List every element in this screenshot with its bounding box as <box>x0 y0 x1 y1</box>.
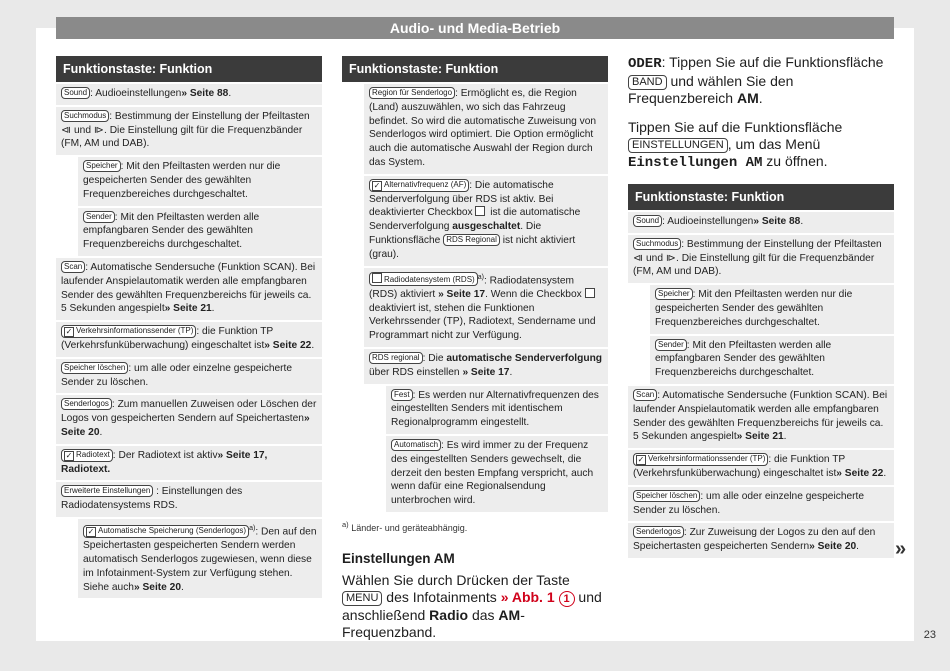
table-row: Speicher löschen : um alle oder einzelne gespeicherte Sender zu löschen. <box>628 487 894 522</box>
key-speicher: Speicher <box>655 288 693 300</box>
continue-arrow-icon: » <box>895 538 907 560</box>
table-row: RDS regional : Die automatische Senderverfolgung über RDS einstellen » Seite 17. <box>364 349 608 384</box>
key-scan: Scan <box>633 389 657 401</box>
table-row: Scan : Automatische Sendersuche (Funktion SCAN). Bei laufender Anspielautomatik werden alle empfangbaren Sender des gewählten Frequenzbereichs für jeweils ca. 5 Sekunden angespielt» Seite 21. <box>56 258 322 320</box>
column-3 <box>628 54 894 558</box>
table-row: Suchmodus : Bestimmung der Einstellung der Pfeiltasten ⧏ und ⧐. Die Einstellung gilt für die Frequenzbänder (FM, AM und DAB). <box>628 235 894 283</box>
page-ref[interactable]: » Seite 17 <box>438 288 486 300</box>
page-ref[interactable]: » Seite 20 <box>809 541 857 553</box>
key-speicher: Speicher <box>83 160 121 172</box>
key-sender: Sender <box>655 339 687 351</box>
table-row: Erweiterte Einstellungen : Einstellungen des Radiodatensystems RDS. <box>56 482 322 517</box>
table-row: Speicher : Mit den Pfeiltasten werden nur die gespeicherten Sender des gewählten Frequenzbereiches durchgeschaltet. <box>650 285 894 333</box>
table-header: Funktionstaste: Funktion <box>342 56 608 82</box>
table-row: Scan : Automatische Sendersuche (Funktion SCAN). Bei laufender Anspielautomatik werden alle empfangbaren Sender des gewählten Frequenzbereichs für jeweils ca. 5 Sekunden angespielt» Seite 21. <box>628 386 894 448</box>
key-menu: MENU <box>342 591 382 606</box>
table-row: ✓Alternativfrequenz (AF) : Die automatische Senderverfolgung über RDS ist aktiv. Bei deaktivierter Checkbox ist die automatische Senderverfolgung ausgeschaltet. Die Funktionsfläche RDS Regional ist nicht aktiviert (grau). <box>364 176 608 266</box>
table-row: Sound : Audioeinstellungen» Seite 88. <box>56 84 322 105</box>
page-ref[interactable]: » Seite 88 <box>753 216 801 227</box>
key-af: ✓Alternativfrequenz (AF) <box>369 179 469 192</box>
footnote: $^{a)}$ Länder- und geräteabhängig. <box>342 519 468 533</box>
table-row: ✓Radiotext : Der Radiotext ist aktiv» Seite 17, Radiotext. <box>56 446 322 481</box>
table-row: Sender : Mit den Pfeiltasten werden alle empfangbaren Sender des gewählten Frequenzbereichs durchgeschaltet. <box>650 336 894 384</box>
table-row: Suchmodus : Bestimmung der Einstellung der Pfeiltasten ⧏ und ⧐. Die Einstellung gilt für die Frequenzbänder (FM, AM und DAB). <box>56 107 322 155</box>
table-row: Senderlogos : Zur Zuweisung der Logos zu den auf den Speichertasten gespeicherten Sendern» Seite 20. <box>628 523 894 558</box>
key-senderlogos: Senderlogos <box>633 526 684 538</box>
key-automatisch: Automatisch <box>391 439 441 451</box>
table-row: Speicher löschen : um alle oder einzelne gespeicherte Sender zu löschen. <box>56 359 322 394</box>
key-senderlogos: Senderlogos <box>61 398 112 410</box>
key-speicher-loeschen: Speicher löschen <box>633 490 700 502</box>
page-ref[interactable]: » Seite 17, Radiotext <box>61 449 268 475</box>
figure-ref[interactable]: » Abb. 1 <box>500 588 555 605</box>
table-row: Speicher : Mit den Pfeiltasten werden nur die gespeicherten Sender des gewählten Frequenzbereiches durchgeschaltet. <box>78 157 322 205</box>
key-tp: ✓Verkehrsinformationssender (TP) <box>633 453 768 466</box>
page-ref[interactable]: » Seite 21 <box>164 303 212 315</box>
key-sender: Sender <box>83 211 115 223</box>
key-fest: Fest <box>391 389 413 401</box>
key-sound: Sound <box>633 215 662 227</box>
page-ref[interactable]: » Seite 22 <box>836 467 884 479</box>
table-row: ✓Automatische Speicherung (Senderlogos) $^{a)}$: Den auf den Speichertasten gespeicherten Sendern werden automatisch Senderlogos zugewiesen, wenn diese im Infotainment-System zur Verfügung stehen. Siehe auch» Seite 20. <box>78 519 322 598</box>
key-rds-regional: RDS Regional <box>443 234 500 246</box>
table-row: Radiodatensystem (RDS) $^{a)}$: Radiodatensystem (RDS) aktiviert » Seite 17. Wenn die Checkbox deaktiviert ist, stehen die Funktionen Verkehrssender (TP), Radiotext, Sendername und Programmart nicht zur Verfügung. <box>364 268 608 347</box>
table-row: Senderlogos : Zum manuellen Zuweisen oder Löschen der Logos von gespeicherten Sendern auf Speichertasten» Seite 20. <box>56 395 322 443</box>
key-einstellungen: EINSTELLUNGEN <box>628 138 728 153</box>
key-band: BAND <box>628 75 667 90</box>
checkbox-icon <box>636 455 646 465</box>
callout-number: 1 <box>559 591 575 607</box>
checkbox-empty-icon <box>372 273 382 283</box>
key-sound: Sound <box>61 87 90 99</box>
checkbox-empty-icon <box>585 288 595 298</box>
page-ref[interactable]: » Seite 88 <box>181 88 229 99</box>
table-header: Funktionstaste: Funktion <box>628 184 894 210</box>
table-header: Funktionstaste: Funktion <box>56 56 322 82</box>
table-row: Sound : Audioeinstellungen» Seite 88. <box>628 212 894 233</box>
checkbox-icon <box>372 181 382 191</box>
table-row: ✓Verkehrsinformationssender (TP) : die Funktion TP (Verkehrsfunküberwachung) eingeschaltet ist» Seite 22. <box>628 450 894 485</box>
table-row: Fest : Es werden nur Alternativfrequenzen des eingestellten Senders mit identischem Regionalprogramm eingestellt. <box>386 386 608 434</box>
page-ref[interactable]: » Seite 21 <box>736 431 784 443</box>
key-scan: Scan <box>61 261 85 273</box>
page-ref[interactable]: » Seite 22 <box>264 339 312 351</box>
paragraph: Tippen Sie auf die Funktionsfläche EINSTELLUNGEN , um das Menü Einstellungen AM zu öffnen. <box>628 119 843 171</box>
checkbox-icon <box>86 527 96 537</box>
table-row: Region für Senderlogo : Ermöglicht es, die Region (Land) auszuwählen, wo sich das Fahrzeug befindet. So wird die automatische Zuweisung von Senderlogos wird optimiert. Die Option ermöglicht auch die automatische Auswahl der Region durch das System. <box>364 84 608 174</box>
checkbox-icon <box>64 451 74 461</box>
key-automatische-speicherung: ✓Automatische Speicherung (Senderlogos) <box>83 525 249 538</box>
key-erweiterte-einstellungen: Erweiterte Einstellungen <box>61 485 153 497</box>
page-ref[interactable]: » Seite 17 <box>462 366 510 378</box>
key-tp: ✓Verkehrsinformationssender (TP) <box>61 325 196 338</box>
table-row: Sender : Mit den Pfeiltasten werden alle empfangbaren Sender des gewählten Frequenzbereichs durchgeschaltet. <box>78 208 322 256</box>
page-ref[interactable]: » Seite 20 <box>61 413 310 438</box>
paragraph: Wählen Sie durch Drücken der Taste MENU des Infotainments » Abb. 1 1 und anschließend Radio das AM-Frequenzband. <box>342 571 602 640</box>
paragraph: ODER: Tippen Sie auf die Funktionsfläche BAND und wählen Sie den Frequenzbereich AM. <box>628 54 884 106</box>
key-suchmodus: Suchmodus <box>633 238 681 250</box>
page-number: 23 <box>923 629 936 641</box>
key-rds: Radiodatensystem (RDS) <box>369 272 478 286</box>
table-row: Automatisch : Es wird immer zu der Frequenz des eingestellten Senders gewechselt, die derzeit den besten Empfang verspricht, auch wenn dafür eine Regionalsendung unterbrochen wird. <box>386 436 608 512</box>
section-banner: Audio- und Media-Betrieb <box>56 17 894 39</box>
column-1 <box>56 56 322 598</box>
table-row: ✓Verkehrsinformationssender (TP) : die Funktion TP (Verkehrsfunküberwachung) eingeschaltet ist» Seite 22. <box>56 322 322 357</box>
key-speicher-loeschen: Speicher löschen <box>61 362 128 374</box>
column-2 <box>342 56 608 653</box>
key-radiotext: ✓Radiotext <box>61 449 113 462</box>
checkbox-empty-icon <box>475 206 485 216</box>
checkbox-icon <box>64 327 74 337</box>
section-title: Einstellungen AM <box>342 550 455 566</box>
key-region-senderlogo: Region für Senderlogo <box>369 87 455 99</box>
page-ref[interactable]: » Seite 20 <box>133 581 181 593</box>
key-suchmodus: Suchmodus <box>61 110 109 122</box>
key-rds-regional: RDS regional <box>369 352 423 364</box>
